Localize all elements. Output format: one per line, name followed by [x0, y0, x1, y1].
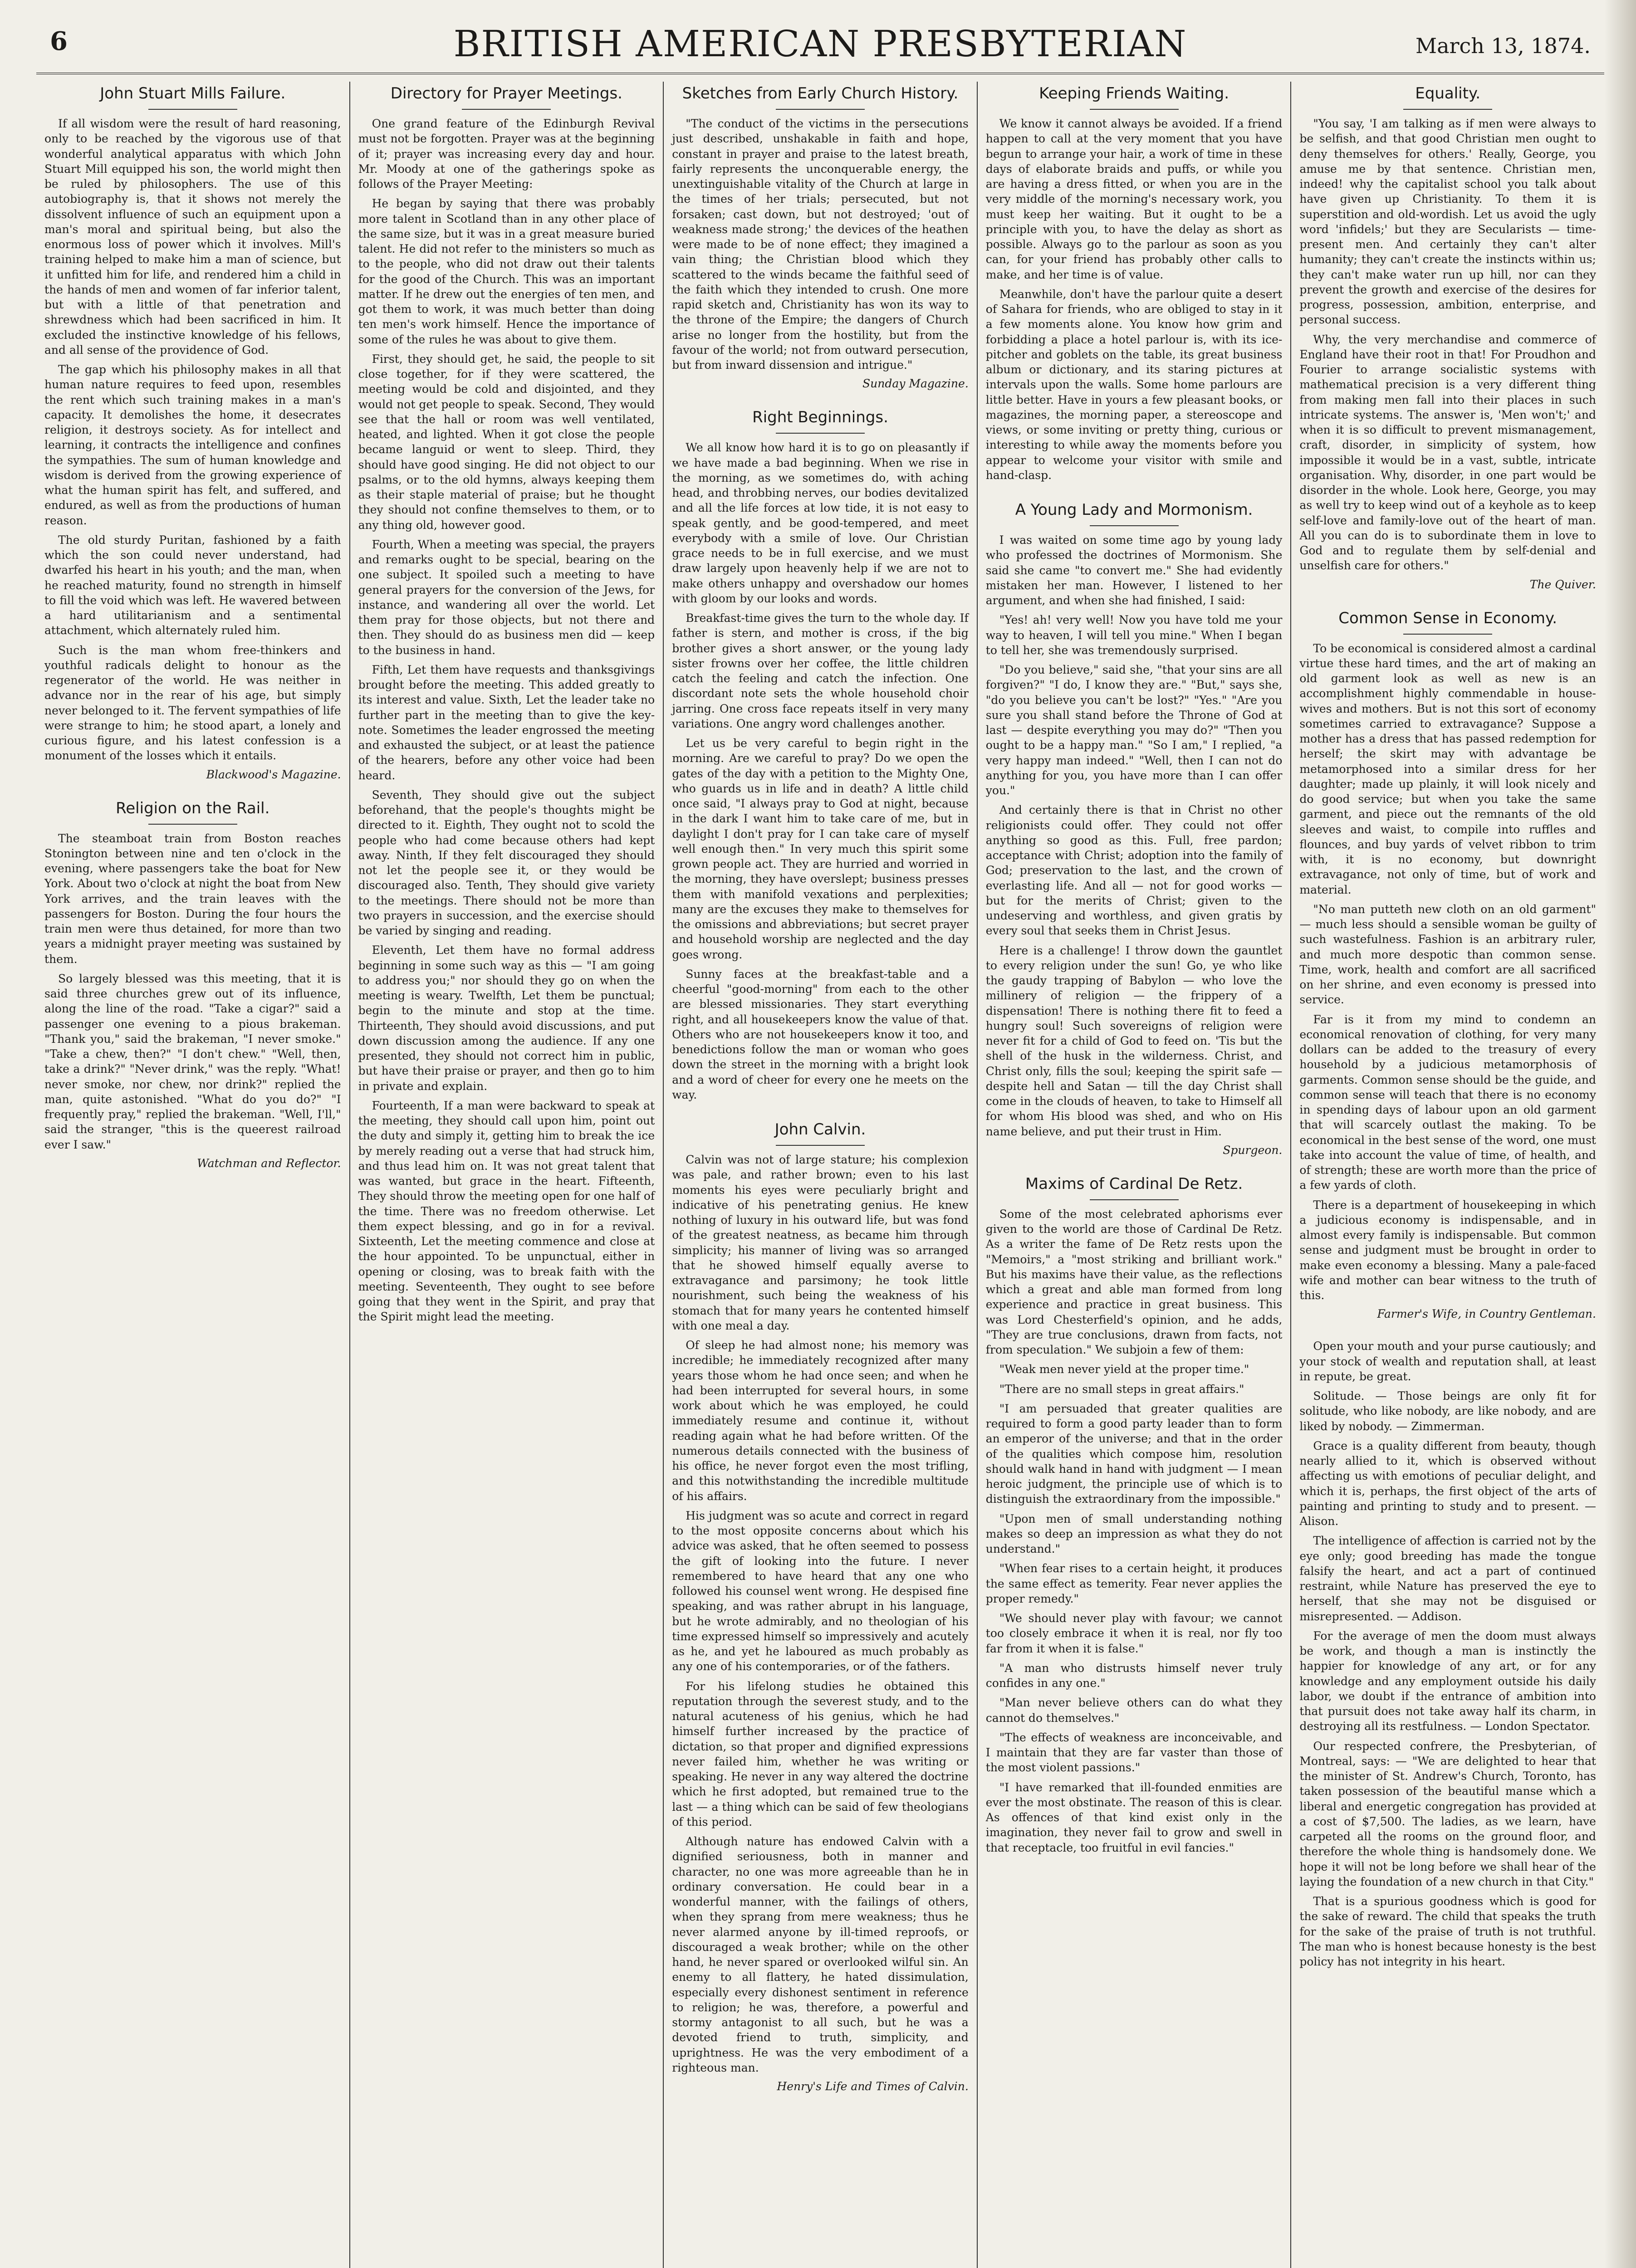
article-paragraph: Fourth, When a meeting was special, the prayers and remarks ought to be special, bearing on the one subject. It spoiled such a meeting to have general prayers for the conversion of the Jews, for instance, and wandering all over the world. Let them pray for those objects, but not there and then. They should do as business men did — keep to the business in hand.: [358, 538, 655, 657]
article-headline: John Calvin.: [774, 1120, 866, 1139]
issue-date: March 13, 1874.: [1416, 34, 1591, 58]
article-paragraph: Solitude. — Those beings are only fit for solitude, who like nobody, are like nobody, and are liked by nobody. — Zimmerman.: [1299, 1389, 1596, 1433]
article-paragraph: Let us be very careful to begin right in the morning. Are we careful to pray? Do we open the gates of the day with a petition to the Mighty One, who guards us in life and in death? A little child once said, "I always pray to God at night, because in the dark I want him to take care of me, but in daylight I don't pray for I can take care of myself well enough then." In very much this spirit some grown people act. They are hurried and worried in the morning, they have overslept; business presses them with manifold vexations and perplexities; many are the excuses they make to themselves for the omissions and abbreviations; but secret prayer and household worship are neglected and the day goes wrong.: [672, 737, 969, 961]
article-paragraph: For the average of men the doom must always be work, and though a man is instinctly the happier for knowledge of any art, or for any knowledge and any employment outside his daily labor, we doubt if the entrance of ambition into that pursuit does not take away half its charm, in destroying all its restfulness. — London Spectator.: [1299, 1629, 1596, 1733]
article-paragraph: Our respected confrere, the Presbyterian, of Montreal, says: — "We are delighted to hear that the minister of St. Andrew's Church, Toronto, has taken possession of the beautiful manse which a liberal and energetic congregation has provided at a cost of $7,500. The ladies, as we learn, have carpeted all the rooms on the ground floor, and therefore the whole thing is handsomely done. We hope it will not be long before we shall hear of the laying the foundation of a new church in that City.": [1299, 1739, 1596, 1888]
article-paragraph: Meanwhile, don't have the parlour quite a desert of Sahara for friends, who are obliged to stay in it a few moments alone. You know how grim and forbidding a place a hotel parlour is, with its ice-pitcher and goblets on the table, its great business album or dictionary, and its staring pictures at intervals upon the walls. Some home parlours are little better. Have in yours a few pleasant books, or magazines, the morning paper, a stereoscope and views, or some inviting or pretty thing, curious or interesting to while away the moments before you appear to welcome your visitor with smile and hand-clasp.: [985, 287, 1283, 482]
article-paragraph: Eleventh, Let them have no formal address beginning in some such way as this — "I am going to address you;" nor should they go on when the meeting is weary. Twelfth, Let them be punctual; begin to the minute and stop at the time. Thirteenth, They should avoid discussions, and put down discussion among the audience. If any one presented, they should not correct him in public, but have their praise or prayer, and then go to him in private and explain.: [358, 943, 655, 1093]
headline-rule: [776, 1145, 865, 1146]
article-paragraph: "Do you believe," said she, "that your sins are all forgiven?" "I do, I know they are." "But," says she, "do you believe you can't be lost?" "Yes." "Are you sure you shall stand before the Throne of God at last — despite everything you may do?" "Then you ought to be a happy man." "So I am," I replied, "a very happy man indeed." "Well, then I can not do anything for you, you have more than I can offer you.": [985, 663, 1283, 797]
article-paragraph: The old sturdy Puritan, fashioned by a faith which the son could never understand, had dwarfed his heart in his youth; and the man, when he reached maturity, found no strength in himself to fill the void which was left. He wavered between a hard utilitarianism and a sentimental attachment, which alternately ruled him.: [44, 533, 341, 637]
article-paragraph: I was waited on some time ago by young lady who professed the doctrines of Mormonism. She said she came "to convert me." She had evidently mistaken her man. However, I listened to her argument, and when she had finished, I said:: [985, 533, 1283, 607]
article-paragraph: "Yes! ah! very well! Now you have told me your way to heaven, I will tell you mine." When I began to tell her, she was tremendously surprised.: [985, 613, 1283, 657]
headline-rule: [1090, 1199, 1179, 1200]
article: [672, 84, 969, 390]
article-paragraph: Here is a challenge! I throw down the gauntlet to every religion under the sun! Go, ye who like the gaudy trapping of Babylon — who love the millinery of religion — the frippery of a dispensation! There is nothing there fit to feed a hungry soul! Such sovereigns of religion were never fit for a child of God to feed on. 'Tis but the shell of the husk in the wilderness. Christ, and Christ only, fills the soul; keeping the spirit safe — despite hell and Satan — till the day Christ shall come in the clouds of heaven, to take to Himself all for whom His blood was shed, and who on His name believe, and put their trust in Him.: [985, 943, 1283, 1138]
newspaper-title: BRITISH AMERICAN PRESBYTERIAN: [453, 23, 1187, 65]
masthead: [36, 18, 1604, 74]
article-source: Farmer's Wife, in Country Gentleman.: [1377, 1307, 1596, 1321]
article-columns: [36, 82, 1604, 2268]
article-headline: Religion on the Rail.: [116, 799, 270, 817]
article-source: Henry's Life and Times of Calvin.: [777, 2080, 969, 2093]
article-paragraph: "Weak men never yield at the proper time.": [999, 1363, 1249, 1376]
article-paragraph: "A man who distrusts himself never truly confides in any one.": [985, 1661, 1283, 1690]
headline-rule: [462, 109, 551, 110]
article-paragraph: Of sleep he had almost none; his memory was incredible; he immediately recognized after many years those whom he had once seen; and when he had been interrupted for several hours, in some work about which he was employed, he could immediately resume and continue it, without reading again what he had before written. Of the numerous details connected with the business of his office, he never forgot even the most trifling, and this notwithstanding the incredible multitude of his affairs.: [672, 1339, 969, 1503]
article-paragraph: Such is the man whom free-thinkers and youthful radicals delight to honour as the regenerator of the world. He was neither in advance nor in the rear of his age, but simply never belonged to it. The fervent sympathies of life were strange to him; he stood apart, a lonely and curious figure, and his latest confession is a monument of the losses which it entails.: [44, 643, 341, 763]
article-headline: Keeping Friends Waiting.: [1039, 84, 1229, 103]
article-headline: John Stuart Mills Failure.: [100, 84, 286, 103]
article-paragraph: The gap which his philosophy makes in all that human nature requires to feed upon, resembles the rent which such training makes in a man's capacity. It demolishes the home, it desecrates religion, it destroys society. As for intellect and learning, it contracts the intelligence and confines the sympathies. The sum of human knowledge and wisdom is derived from the growing experience of what the human spirit has felt, and suffered, and endured, as well as from the productions of human reason.: [44, 363, 341, 527]
article-paragraph: "I am persuaded that greater qualities are required to form a good party leader than to form an emperor of the universe; and that in the order of the qualities which compose him, resolution should walk hand in hand with judgment — I mean heroic judgment, the principle use of which is to distinguish the extraordinary from the impossible.": [985, 1402, 1283, 1506]
article-paragraph: Sunny faces at the breakfast-table and a cheerful "good-morning" from each to the other are blessed missionaries. They start everything right, and all housekeepers know the value of that. Others who are not housekeepers know it too, and benedictions follow the man or woman who goes down the street in the morning with a bright look and a word of cheer for every one he meets on the way.: [672, 967, 969, 1101]
article-paragraph: "There are no small steps in great affairs.": [999, 1382, 1244, 1396]
article-paragraph: "Man never believe others can do what they cannot do themselves.": [985, 1696, 1283, 1725]
article: [986, 84, 1283, 483]
article: [1299, 1339, 1596, 1969]
article-paragraph: So largely blessed was this meeting, that it is said three churches grew out of its influence, along the line of the road. "Take a cigar?" said a passenger one evening to a pious brakeman. "Thank you," said the brakeman, "I never smoke." "Take a chew, then?" "I don't chew." "Well, then, take a drink?" "Never drink," was the reply. "What! never smoke, nor chew, nor drink?" replied the man, quite astonished. "What do you do?" "I frequently pray," replied the brakeman. "Well, I'll," said the stranger, "this is the queerest railroad ever I saw.": [44, 972, 341, 1151]
column-2: [350, 82, 664, 2268]
article: [672, 1120, 969, 2093]
headline-rule: [1403, 634, 1492, 635]
article-paragraph: For his lifelong studies he obtained this reputation through the severest study, and to the natural acuteness of his genius, which he had himself further increased by the practice of dictation, so that proper and dignified expressions never failed him, whether he was writing or speaking. He never in any way altered the doctrine which he first adopted, but remained true to the last — a thing which can be said of few theologians of this period.: [672, 1679, 969, 1828]
article-paragraph: To be economical is considered almost a cardinal virtue these hard times, and the art of making an old garment look as well as new is an accomplishment highly commendable in house-wives and mothers. But is not this sort of economy sometimes carried to extravagance? Suppose a mother has a dress that has passed redemption for herself; the skirt may with advantage be metamorphosed into a similar dress for her daughter; made up plainly, it will look nicely and do good service; but when you take the same garment, and piece out the remnants of the old sleeves and waist, to compile into ruffles and flounces, and buy yards of velvet ribbon to trim with, it is no economy, but downright extravagance, not only of time, but of work and material.: [1299, 641, 1596, 896]
article-source: Blackwood's Magazine.: [206, 767, 341, 781]
headline-rule: [1090, 525, 1179, 526]
article-paragraph: Fifth, Let them have requests and thanksgivings brought before the meeting. This added greatly to its interest and value. Sixth, Let the leader take no further part in the meeting than to give the key-note. Sometimes the leader engrossed the meeting and exhausted the subject, or at least the patience of the hearers, before any other voice had been heard.: [358, 663, 655, 782]
headline-rule: [148, 109, 237, 110]
article: [44, 799, 341, 1170]
article-paragraph: His judgment was so acute and correct in regard to the most opposite concerns about which his advice was asked, that he often seemed to possess the gift of looking into the future. I never remembered to have heard that any one who followed his counsel went wrong. He despised fine speaking, and was rather abrupt in his language, but he wrote admirably, and no theologian of his time expressed himself so impressively and acutely as he, and yet he laboured as much probably as any one of his contemporaries, or of the fathers.: [672, 1509, 969, 1673]
article-headline: A Young Lady and Mormonism.: [1015, 501, 1253, 519]
article-paragraph: "The conduct of the victims in the persecutions just described, unshakable in faith and hope, constant in prayer and praise to the latest breath, fairly represents the unconquerable energy, the unextinguishable vitality of the Church at large in the times of her trials; persecuted, but not forsaken; cast down, but not destroyed; 'out of weakness made strong;' the devices of the heathen were made to be of none effect; they imagined a vain thing; the Christian blood which they scattered to the winds became the faithful seed of the faith which they intended to crush. One more rapid sketch and, Christianity has won its way to the throne of the Empire; the dangers of Church arise no longer from the hostility, but from the favour of the world; not from outward persecution, but from inward dissension and intrigue.": [672, 117, 969, 371]
article-paragraph: "We should never play with favour; we cannot too closely embrace it when it is real, nor fly too far from it when it is false.": [985, 1612, 1283, 1655]
article-paragraph: Open your mouth and your purse cautiously; and your stock of wealth and reputation shall, at least in repute, be great.: [1299, 1339, 1596, 1383]
headline-rule: [148, 824, 237, 825]
article: [986, 501, 1283, 1157]
article-paragraph: Some of the most celebrated aphorisms ever given to the world are those of Cardinal De Retz. As a writer the fame of De Retz rests upon the "Memoirs," a "most striking and brilliant work." But his maxims have their value, as the reflections which a great and able man formed from long experience and practice in great business. This was Lord Chesterfield's opinion, and he adds, "They are true conclusions, drawn from facts, not from speculation." We subjoin a few of them:: [985, 1207, 1283, 1356]
article-paragraph: That is a spurious goodness which is good for the sake of reward. The child that speaks the truth for the sake of the praise of truth is not truthful. The man who is honest because honesty is the best policy has not integrity in his heart.: [1299, 1895, 1596, 1968]
column-1: [36, 82, 350, 2268]
article-paragraph: "No man putteth new cloth on an old garment" — much less should a sensible woman be guilty of such wastefulness. Fashion is an arbitrary ruler, and much more despotic than common sense. Time, work, health and comfort are all sacrificed on her shrine, and even economy is pressed into service.: [1299, 902, 1596, 1007]
article: [1299, 609, 1596, 1321]
article-paragraph: There is a department of housekeeping in which a judicious economy is indispensable, and in almost every family is indispensable. But common sense and judgment must be brought in order to make even economy a blessing. Many a pale-faced wife and mother can bear witness to the truth of this.: [1299, 1198, 1596, 1302]
article-paragraph: If all wisdom were the result of hard reasoning, only to be reached by the vigorous use of that wonderful analytical apparatus with which John Stuart Mill equipped his son, the world might then be ruled by philosophers. The use of this autobiography is, that it shows not merely the dissolvent influence of such an equipment upon a man's moral and spiritual being, but also the enormous loss of power which it involves. Mill's training helped to make him a man of science, but it unfitted him for life, and rendered him a child in the hands of men and women of far inferior talent, but with a little of that penetration and shrewdness which had been sacrificed in him. It excluded the instinctive knowledge of his fellows, and all sense of the providence of God.: [44, 117, 341, 357]
article-paragraph: Breakfast-time gives the turn to the whole day. If father is stern, and mother is cross, if the big brother gives a short answer, or the young lady sister frowns over her coffee, the little children catch the feeling and catch the infection. One discordant note sets the whole household choir jarring. One cross face repeats itself in very many variations. One angry word challenges another.: [672, 611, 969, 730]
headline-rule: [1090, 109, 1179, 110]
article-paragraph: He began by saying that there was probably more talent in Scotland than in any other place of the same size, but it was in a great measure buried talent. He did not refer to the ministers so much as to the people, who did not draw out their talents for the good of the Church. This was an important matter. If he drew out the energies of ten men, and got them to work, it was much better than doing ten men's work himself. Hence the importance of some of the rules he was about to give them.: [358, 197, 655, 346]
paper-stain: [1604, 0, 1636, 2268]
article-source: Spurgeon.: [1223, 1143, 1283, 1157]
article: [672, 408, 969, 1102]
article-paragraph: Grace is a quality different from beauty, though nearly allied to it, which is observed without affecting us with emotions of peculiar delight, and which it is, perhaps, the first object of the arts of painting and printing to study and to present. — Alison.: [1299, 1439, 1596, 1528]
article-paragraph: We know it cannot always be avoided. If a friend happen to call at the very moment that you have begun to arrange your hair, a work of time in these days of elaborate braids and puffs, or while you are having a dress fitted, or when you are in the very middle of the morning's necessary work, you must keep her waiting. But it ought to be a principle with you, to have the delay as short as possible. Always go to the parlour as soon as you can, for your friend has probably other calls to make, and her time is of value.: [985, 117, 1283, 281]
article-paragraph: The intelligence of affection is carried not by the eye only; good breeding has made the tongue falsify the heart, and act a part of continued restraint, while Nature has preserved the eye to herself, that she may not be disguised or misrepresented. — Addison.: [1299, 1534, 1596, 1623]
article-paragraph: We all know how hard it is to go on pleasantly if we have made a bad beginning. When we rise in the morning, as we sometimes do, with aching head, and throbbing nerves, our bodies devitalized and all the life forces at low tide, it is not easy to speak gently, and be good-tempered, and meet everybody with a smile of love. Our Christian grace needs to be in full exercise, and we must draw largely upon heavenly help if we are not to make others unhappy and overshadow our homes with gloom by our looks and words.: [672, 441, 969, 605]
article: [986, 1175, 1283, 1855]
column-3: [664, 82, 978, 2268]
article-headline: Maxims of Cardinal De Retz.: [1025, 1174, 1243, 1193]
article: [1299, 84, 1596, 591]
article-paragraph: First, they should get, he said, the people to sit close together, for if they were scattered, the meeting would be cold and disjointed, and they would not get people to speak. Second, They would see that the hall or room was well ventilated, heated, and lighted. When it got close the people became languid or went to sleep. Third, they should have good singing. He did not object to our psalms, or to the old hymns, always keeping them as their staple material of praise; but he thought they should not confine themselves to them, or to any thing old, however good.: [358, 352, 655, 532]
article-paragraph: Far is it from my mind to condemn an economical renovation of clothing, for very many dollars can be added to the treasury of every household by a judicious metamorphosis of garments. Common sense should be the guide, and common sense will teach that there is no economy in spending days of labour upon an old garment that will scarcely outlast the making. To be economical in the best sense of the word, one must take into account the value of time, of health, and of strength; these are worth more than the price of a few yards of cloth.: [1299, 1012, 1596, 1192]
article-paragraph: One grand feature of the Edinburgh Revival must not be forgotten. Prayer was at the beginning of it; prayer was increasing every day and hour. Mr. Moody at one of the gatherings spoke as follows of the Prayer Meeting:: [358, 117, 655, 191]
article-paragraph: "The effects of weakness are inconceivable, and I maintain that they are far vaster than those of the most violent passions.": [985, 1730, 1283, 1774]
page-number: 6: [50, 26, 68, 56]
article-headline: Common Sense in Economy.: [1338, 609, 1558, 627]
article-source: The Quiver.: [1529, 577, 1596, 591]
article: [358, 84, 655, 1325]
article-paragraph: "When fear rises to a certain height, it produces the same effect as temerity. Fear never applies the proper remedy.": [985, 1562, 1283, 1605]
article-headline: Directory for Prayer Meetings.: [390, 84, 622, 103]
headline-rule: [1403, 109, 1492, 110]
column-4: [978, 82, 1292, 2268]
article-headline: Right Beginnings.: [752, 408, 888, 427]
article-paragraph: The steamboat train from Boston reaches Stonington between nine and ten o'clock in the evening, where passengers take the boat for New York. About two o'clock at night the boat from New York arrives, and the train leaves with the passengers for Boston. During the four hours the train men were thus detained, for more than two years a midnight prayer meeting was sustained by them.: [44, 831, 341, 966]
article-headline: Equality.: [1415, 84, 1481, 103]
article-paragraph: Although nature has endowed Calvin with a dignified seriousness, both in manner and character, no one was more agreeable than he in ordinary conversation. He could bear in a wonderful manner, with the failings of others, when they sprang from mere weakness; thus he never alarmed anyone by ill-timed reproofs, or discouraged a weak brother; while on the other hand, he never spared or overlooked wilful sin. An enemy to all flattery, he hated dissimulation, especially every dishonest sentiment in reference to religion; he was, therefore, a powerful and stormy antagonist to all such, but he was a devoted friend to truth, simplicity, and uprightness. He was the very embodiment of a righteous man.: [672, 1835, 969, 2074]
article-headline: Sketches from Early Church History.: [682, 84, 959, 103]
article-source: Watchman and Reflector.: [197, 1156, 341, 1170]
article-paragraph: "You say, 'I am talking as if men were always to be selfish, and that good Christian men ought to deny themselves for others.' Really, George, you amuse me by that sentence. Christian men, indeed! why the capitalist school you talk about have given up Christianity. To them it is superstition and old-wordish. Let us avoid the ugly word 'infidels;' but they are Secularists — time-present men. And certainly they can't alter humanity; they can't create the instincts within us; they can't make water run up hill, nor can they prevent the growth and exercise of the desires for progress, possession, ambition, enterprise, and personal success.: [1299, 117, 1596, 327]
article-paragraph: And certainly there is that in Christ no other religionists could offer. They could not offer anything so good as this. Full, free pardon; acceptance with Christ; adoption into the family of God; preservation to the last, and the crown of everlasting life. And all — not for good works — but for the merits of Christ; given to the undeserving and worthless, and given gratis by every soul that seeks them in Christ Jesus.: [985, 803, 1283, 938]
article-paragraph: "I have remarked that ill-founded enmities are ever the most obstinate. The reason of this is clear. As offences of that kind exist only in the imagination, they never fail to grow and swell in that receptacle, too fruitful in evil fancies.": [985, 1780, 1283, 1854]
article-paragraph: Fourteenth, If a man were backward to speak at the meeting, they should call upon him, point out the duty and simply it, getting him to break the ice by merely reading out a verse that had struck him, and thus lead him on. It was not great talent that was wanted, but grace in the heart. Fifteenth, They should throw the meeting open for one half of the time. There was no freedom otherwise. Let them expect blessing, and go in for a revival. Sixteenth, Let the meeting commence and close at the hour appointed. To be unpunctual, either in opening or closing, was to break faith with the meeting. Seventeenth, They ought to see before going that they went in the Spirit, and pray that the Spirit might lead the meeting.: [358, 1099, 655, 1324]
article-paragraph: Calvin was not of large stature; his complexion was pale, and rather brown; even to his last moments his eyes were peculiarly bright and indicative of his penetrating genius. He knew nothing of luxury in his outward life, but was fond of the greatest neatness, as became him through simplicity; his manner of living was so arranged that he showed himself equally averse to extravagance and parsimony; he took little nourishment, such being the weakness of his stomach that for many years he contented himself with one meal a day.: [672, 1153, 969, 1332]
article-paragraph: "Upon men of small understanding nothing makes so deep an impression as what they do not understand.": [985, 1512, 1283, 1555]
headline-rule: [776, 433, 865, 434]
article-paragraph: Why, the very merchandise and commerce of England have their root in that! For Proudhon and Fourier to arrange socialistic systems with mathematical precision is a very different thing from making men fall into their places in such intricate systems. The answer is, 'Men won't;' and when it is so difficult to prevent mismanagement, craft, disorder, in simplicity of system, how impossible it would be in a vast, subtle, intricate organisation. Why, disorder, in one part would be disorder in the whole. Look here, George, you may as well try to keep wind out of a keyhole as to keep self-love and family-love out of the heart of man. All you can do is to subordinate them in love to God and to regulate them by self-denial and unselfish care for others.": [1299, 332, 1596, 572]
headline-rule: [776, 109, 865, 110]
article: [44, 84, 341, 781]
article-paragraph: Seventh, They should give out the subject beforehand, that the people's thoughts might be directed to it. Eighth, They ought not to scold the people who had come because others had kept away. Ninth, If they felt discouraged they should not let the people see it, or they would be discouraged also. Tenth, They should give variety to the meetings. There should not be more than two prayers in succession, and the exercise should be varied by singing and reading.: [358, 788, 655, 937]
article-source: Sunday Magazine.: [862, 377, 969, 391]
column-5: [1291, 82, 1604, 2268]
